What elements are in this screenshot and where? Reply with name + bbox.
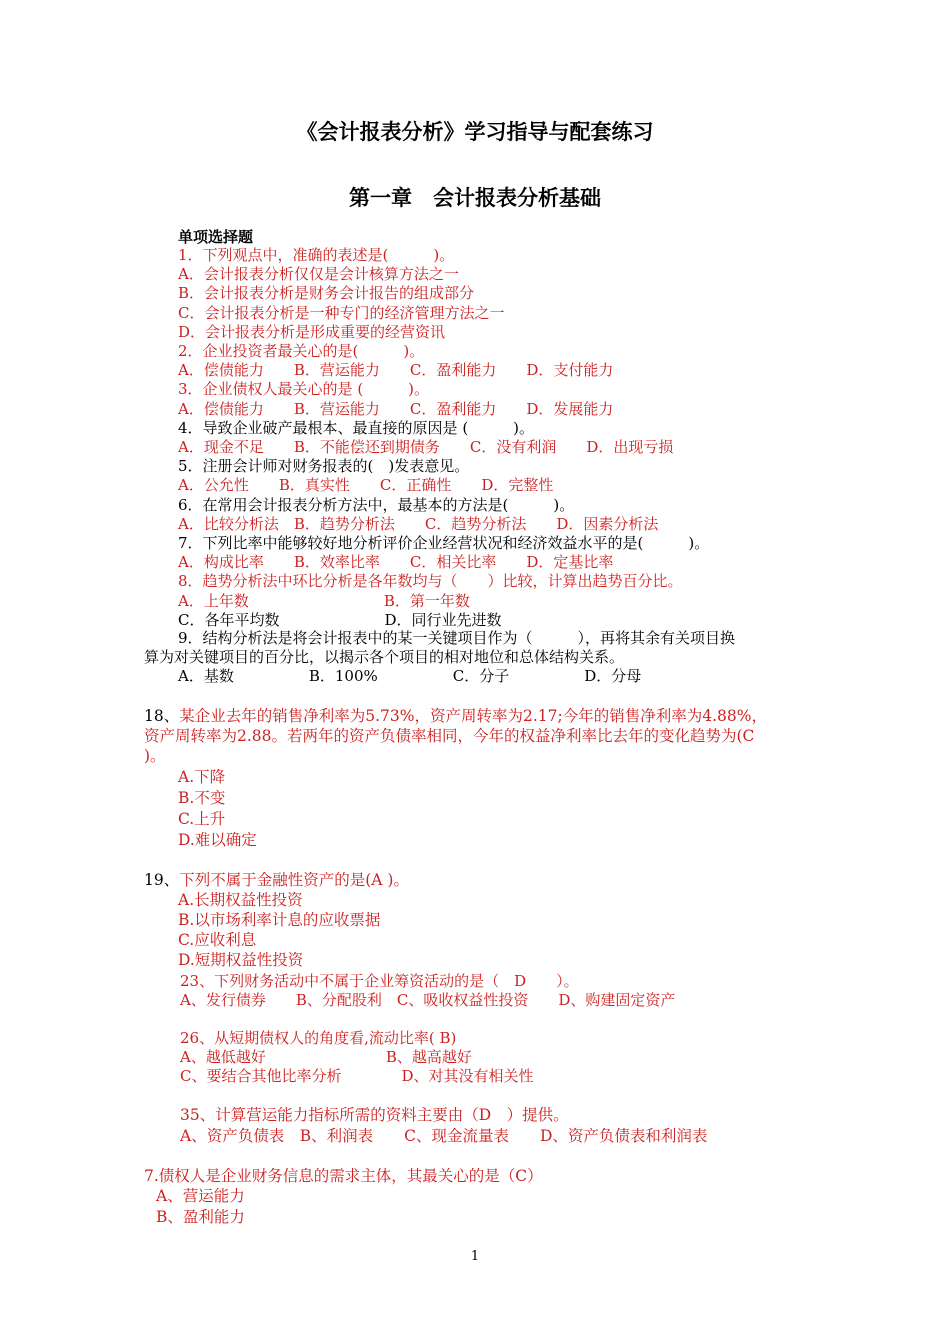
question-line: B．会计报表分析是财务会计报告的组成部分 bbox=[178, 284, 475, 302]
document-title: 《会计报表分析》学习指导与配套练习 bbox=[296, 120, 654, 144]
q18-stem-line1 bbox=[144, 706, 767, 726]
q18-option-c: C.上升 bbox=[178, 810, 226, 828]
q7b-option-b: B、盈利能力 bbox=[156, 1208, 245, 1226]
question-line: D．会计报表分析是形成重要的经营资讯 bbox=[178, 323, 446, 341]
q7b-stem: 7.债权人是企业财务信息的需求主体，其最关心的是（C） bbox=[144, 1167, 543, 1185]
q35-options: A、资产负债表 B、利润表 C、现金流量表 D、资产负债表和利润表 bbox=[180, 1127, 708, 1145]
q18-number: 18、 bbox=[144, 707, 180, 725]
question-line: C．各年平均数 D．同行业先进数 bbox=[178, 611, 502, 629]
q9-stem-line1: 9．结构分析法是将会计报表中的某一关键项目作为（ ），再将其余有关项目换 bbox=[178, 629, 736, 647]
q9-options: A．基数 B．100% C．分子 D．分母 bbox=[178, 667, 642, 685]
question-line: A．构成比率 B．效率比率 C．相关比率 D．定基比率 bbox=[178, 553, 614, 571]
question-line: A．公允性 B．真实性 C．正确性 D．完整性 bbox=[178, 476, 554, 494]
question-line: C．会计报表分析是一种专门的经济管理方法之一 bbox=[178, 304, 505, 322]
q19-option-a: A.长期权益性投资 bbox=[178, 891, 303, 909]
q19-stem bbox=[144, 870, 409, 890]
q18-option-b: B.不变 bbox=[178, 789, 226, 807]
q19-number: 19、 bbox=[144, 871, 180, 889]
q26-options-row2: C、要结合其他比率分析 D、对其没有相关性 bbox=[180, 1067, 534, 1085]
question-line: A．偿债能力 B．营运能力 C．盈利能力 D．发展能力 bbox=[178, 400, 614, 418]
q18-text: 某企业去年的销售净利率为5.73%，资产周转率为2.17;今年的销售净利率为4.88%， bbox=[179, 707, 767, 725]
page-number: 1 bbox=[470, 1249, 480, 1264]
question-line: 3．企业债权人最关心的是 ( )。 bbox=[178, 380, 430, 398]
q18-option-d: D.难以确定 bbox=[178, 831, 257, 849]
q7b-option-a: A、营运能力 bbox=[156, 1187, 245, 1205]
q19-text: 下列不属于金融性资产的是(A )。 bbox=[179, 871, 409, 889]
q19-option-b: B.以市场利率计息的应收票据 bbox=[178, 911, 381, 929]
question-line: A．现金不足 B．不能偿还到期债务 C．没有利润 D．出现亏损 bbox=[178, 438, 674, 456]
q18-stem-line3: )。 bbox=[144, 747, 166, 765]
q18-stem-line2: 资产周转率为2.88。若两年的资产负债率相同，今年的权益净利率比去年的变化趋势为(C bbox=[144, 727, 755, 745]
q35-stem: 35、计算营运能力指标所需的资料主要由（D ）提供。 bbox=[180, 1106, 569, 1124]
chapter-title: 第一章 会计报表分析基础 bbox=[349, 186, 601, 210]
q9-stem-line2: 算为对关键项目的百分比，以揭示各个项目的相对地位和总体结构关系。 bbox=[144, 648, 625, 666]
q19-option-c: C.应收利息 bbox=[178, 931, 257, 949]
question-line: 4．导致企业破产最根本、最直接的原因是 ( )。 bbox=[178, 419, 535, 437]
q23-stem: 23、下列财务活动中不属于企业筹资活动的是（ D ）。 bbox=[180, 972, 579, 990]
question-line: 2．企业投资者最关心的是( )。 bbox=[178, 342, 425, 360]
question-line: A．比较分析法 B．趋势分析法 C．趋势分析法 D．因素分析法 bbox=[178, 515, 659, 533]
question-line: 5．注册会计师对财务报表的( )发表意见。 bbox=[178, 457, 470, 475]
q18-option-a: A.下降 bbox=[178, 768, 226, 786]
q19-option-d: D.短期权益性投资 bbox=[178, 951, 304, 969]
question-line: 8．趋势分析法中环比分析是各年数均与（ ）比较，计算出趋势百分比。 bbox=[178, 572, 683, 590]
question-line: 7．下列比率中能够较好地分析评价企业经营状况和经济效益水平的是( )。 bbox=[178, 534, 710, 552]
question-line: A．偿债能力 B．营运能力 C．盈利能力 D．支付能力 bbox=[178, 361, 614, 379]
q26-stem: 26、从短期债权人的角度看,流动比率( B) bbox=[180, 1029, 457, 1047]
question-line: 1．下列观点中，准确的表述是( )。 bbox=[178, 246, 455, 264]
section-heading: 单项选择题 bbox=[178, 228, 254, 246]
q26-options-row1: A、越低越好 B、越高越好 bbox=[180, 1048, 472, 1066]
question-line: 6．在常用会计报表分析方法中，最基本的方法是( )。 bbox=[178, 496, 575, 514]
question-line: A．上年数 B．第一年数 bbox=[178, 592, 470, 610]
q23-options: A、发行债券 B、分配股利 C、吸收权益性投资 D、购建固定资产 bbox=[180, 991, 676, 1009]
question-line: A．会计报表分析仅仅是会计核算方法之一 bbox=[178, 265, 459, 283]
